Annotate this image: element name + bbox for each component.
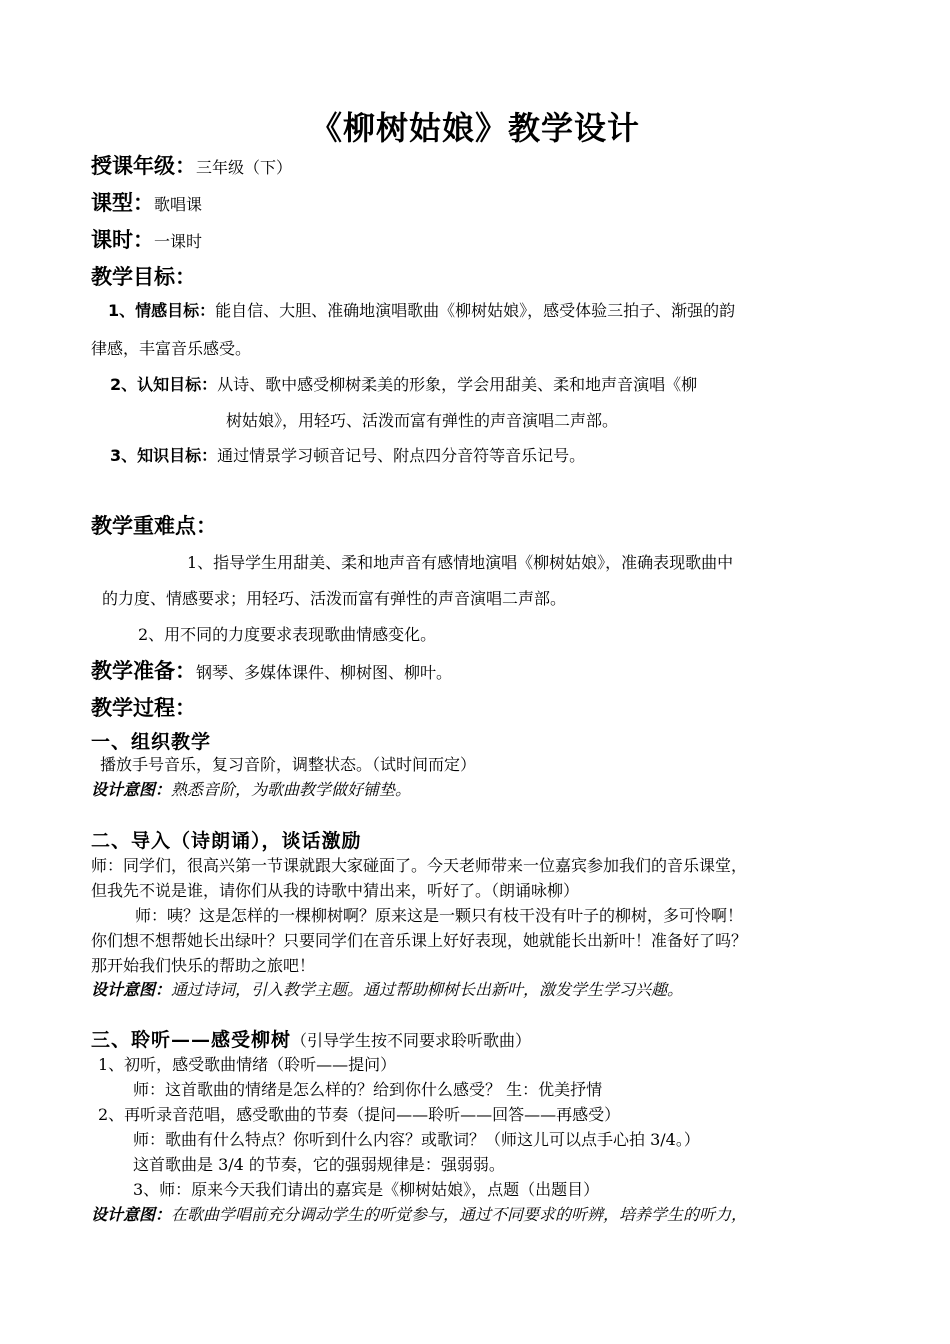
section-3-line-6: 3、师：原来今天我们请出的嘉宾是《柳树姑娘》，点题（出题目） [133, 1180, 600, 1199]
section-3-note: （引导学生按不同要求聆听歌曲） [291, 1031, 532, 1050]
section-2-line-5: 那开始我们快乐的帮助之旅吧！ [91, 956, 316, 975]
section-3-line-4: 师：歌曲有什么特点？你听到什么内容？或歌词？（师这儿可以点手心拍 3/4。） [133, 1130, 700, 1149]
section-2-intent [91, 977, 683, 1000]
prep-value: 钢琴、多媒体课件、柳树图、柳叶。 [196, 663, 453, 682]
page-title: 《柳树姑娘》教学设计 [309, 109, 640, 147]
intent-text: 熟悉音阶，为歌曲教学做好铺垫。 [171, 780, 412, 799]
keypoint-1-cont: 的力度、情感要求；用轻巧、活泼而富有弹性的声音演唱二声部。 [102, 589, 567, 608]
section-3-intent [91, 1202, 747, 1225]
section-3-line-5: 这首歌曲是 3/4 的节奏，它的强弱规律是：强弱弱。 [133, 1155, 505, 1174]
goal-2-label: 2、认知目标： [110, 375, 218, 394]
type-value: 歌唱课 [154, 195, 203, 214]
goal-3 [110, 443, 585, 466]
keypoints-heading: 教学重难点： [91, 514, 217, 538]
intent-label: 设计意图： [91, 780, 172, 799]
keypoint-1: 1、指导学生用甜美、柔和地声音有感情地演唱《柳树姑娘》，准确表现歌曲中 [187, 553, 734, 572]
process-heading: 教学过程： [91, 696, 196, 720]
section-3-line-2: 师：这首歌曲的情绪是怎么样的？给到你什么感受？ 生：优美抒情 [133, 1080, 603, 1099]
keypoint-2: 2、用不同的力度要求表现歌曲情感变化。 [138, 625, 437, 644]
section-2-line-4: 你们想不想帮她长出绿叶？只要同学们在音乐课上好好表现，她就能长出新叶！准备好了吗？ [91, 931, 748, 950]
goals-heading: 教学目标： [91, 265, 196, 289]
section-2-line-2: 但我先不说是谁，请你们从我的诗歌中猜出来，听好了。（朗诵咏柳） [91, 881, 580, 900]
hours-label: 课时： [91, 228, 154, 252]
intent-label: 设计意图： [91, 1205, 172, 1224]
grade-row [91, 150, 292, 180]
section-3-line-1: 1、初听，感受歌曲情绪（聆听——提问） [98, 1055, 397, 1074]
section-1-intent [91, 777, 411, 800]
section-2-title: 二、导入（诗朗诵），谈话激励 [91, 830, 362, 852]
intent-label: 设计意图： [91, 980, 172, 999]
goal-1-text: 能自信、大胆、准确地演唱歌曲《柳树姑娘》，感受体验三拍子、渐强的韵 [215, 301, 736, 320]
type-row [91, 187, 202, 217]
section-2-line-1: 师：同学们，很高兴第一节课就跟大家碰面了。今天老师带来一位嘉宾参加我们的音乐课堂， [91, 856, 748, 875]
section-3-line-3: 2、再听录音范唱，感受歌曲的节奏（提问——聆听——回答——再感受） [98, 1105, 621, 1124]
grade-label: 授课年级： [91, 154, 196, 178]
prep-label: 教学准备： [91, 659, 196, 683]
goal-2-text: 从诗、歌中感受柳树柔美的形象，学会用甜美、柔和地声音演唱《柳 [217, 375, 698, 394]
hours-row [91, 224, 202, 254]
goal-2 [110, 372, 697, 395]
section-3-title-text: 三、聆听——感受柳树 [91, 1029, 292, 1051]
type-label: 课型： [91, 191, 154, 215]
section-1-title: 一、组织教学 [91, 731, 212, 753]
goal-2-cont: 树姑娘》，用轻巧、活泼而富有弹性的声音演唱二声部。 [226, 411, 619, 430]
hours-value: 一课时 [154, 232, 203, 251]
goal-1-cont: 律感，丰富音乐感受。 [91, 339, 252, 358]
intent-text: 在歌曲学唱前充分调动学生的听觉参与，通过不同要求的听辨，培养学生的听力， [171, 1205, 748, 1224]
goal-3-label: 3、知识目标： [110, 446, 218, 465]
section-2-line-3: 师：咦？这是怎样的一棵柳树啊？原来这是一颗只有枝干没有叶子的柳树，多可怜啊！ [135, 906, 744, 925]
grade-value: 三年级（下） [196, 158, 293, 177]
goal-1-label: 1、情感目标： [108, 301, 216, 320]
goal-1 [108, 298, 735, 321]
section-3-title [91, 1025, 531, 1052]
prep-row [91, 655, 452, 685]
goal-3-text: 通过情景学习顿音记号、附点四分音符等音乐记号。 [217, 446, 586, 465]
section-1-line-1: 播放手号音乐，复习音阶，调整状态。（试时间而定） [100, 755, 477, 774]
intent-text: 通过诗词，引入教学主题。通过帮助柳树长出新叶，激发学生学习兴趣。 [171, 980, 684, 999]
